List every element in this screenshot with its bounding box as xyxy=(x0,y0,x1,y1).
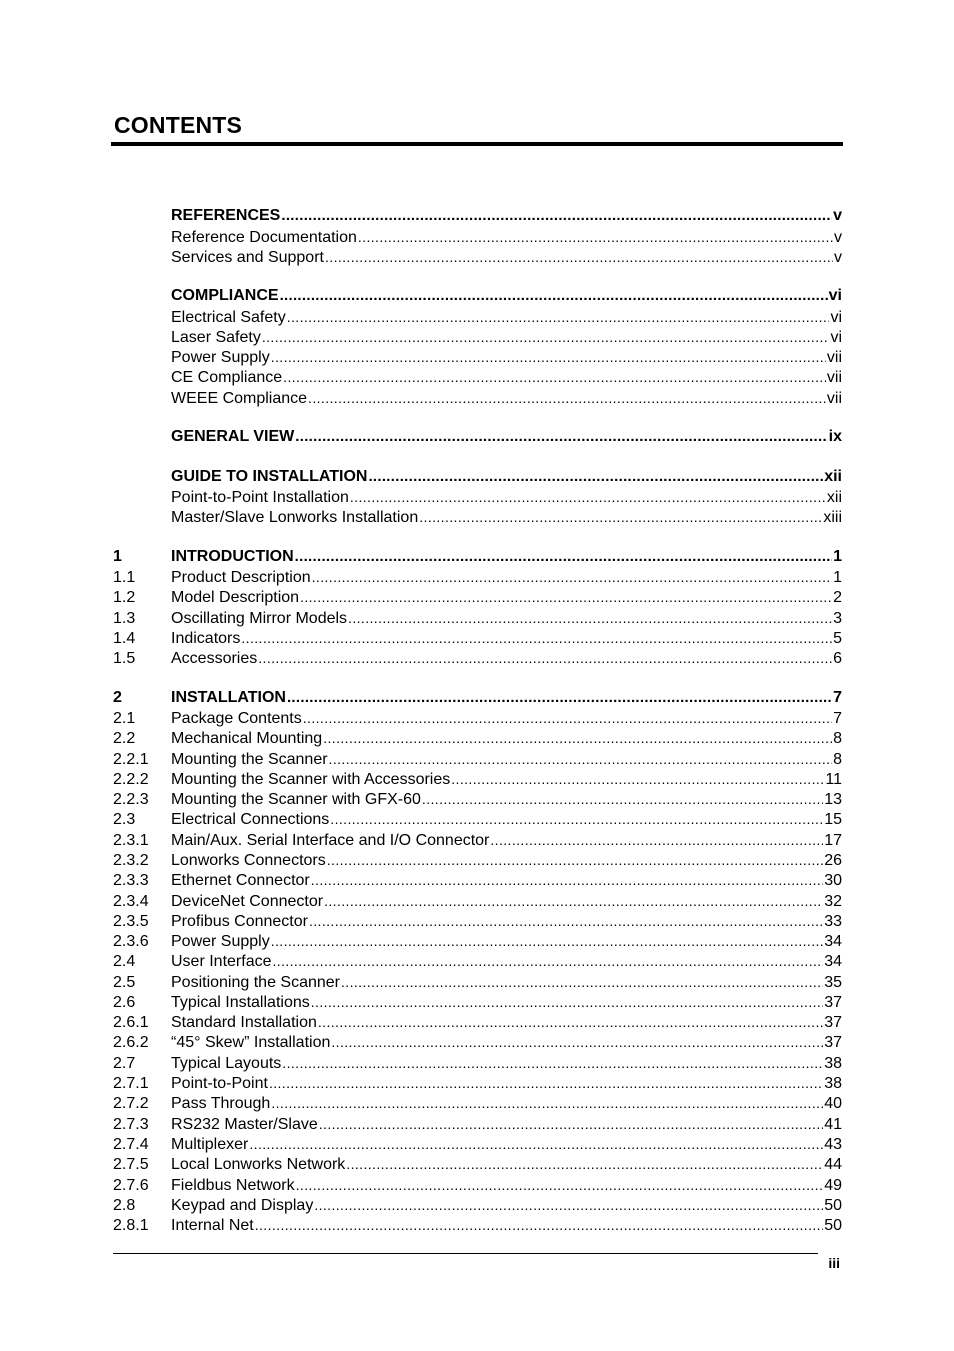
dot-leader xyxy=(283,367,826,387)
toc-entry-title: CE Compliance xyxy=(171,369,283,386)
toc-entry-page: 50 xyxy=(824,1217,842,1234)
toc-entry-title: Multiplexer xyxy=(171,1136,249,1153)
toc-entry-page: 41 xyxy=(824,1116,842,1133)
toc-entry-title: Keypad and Display xyxy=(171,1197,314,1214)
dot-leader xyxy=(314,1195,823,1215)
dot-leader xyxy=(295,547,832,567)
toc-entry-title: Oscillating Mirror Models xyxy=(171,610,348,627)
toc-entry-number: 2.3.4 xyxy=(113,893,149,910)
toc-entry-title: Typical Installations xyxy=(171,994,310,1011)
toc-entry-page: 33 xyxy=(824,913,842,930)
toc-entry[interactable] xyxy=(113,547,842,567)
toc-entry[interactable] xyxy=(113,728,842,748)
toc-entry-page: 17 xyxy=(824,832,842,849)
dot-leader xyxy=(312,567,832,587)
toc-entry-title: Electrical Connections xyxy=(171,811,330,828)
toc-entry-page: 37 xyxy=(824,1034,842,1051)
toc-entry-number: 1.2 xyxy=(113,589,136,606)
toc-entry-page: 43 xyxy=(824,1136,842,1153)
toc-entry-page: vii xyxy=(826,349,842,366)
toc-entry-page: 49 xyxy=(824,1177,842,1194)
toc-entry[interactable] xyxy=(113,749,842,769)
dot-leader xyxy=(281,206,832,226)
toc-entry-page: 34 xyxy=(824,933,842,950)
dot-leader xyxy=(309,911,823,931)
footer-rule xyxy=(113,1253,818,1254)
toc-entry-title: Ethernet Connector xyxy=(171,872,310,889)
toc-entry[interactable] xyxy=(113,487,842,507)
toc-entry-title: Mounting the Scanner xyxy=(171,751,328,768)
toc-entry[interactable] xyxy=(113,891,842,911)
dot-leader xyxy=(329,749,833,769)
toc-entry[interactable] xyxy=(113,286,842,306)
toc-entry-number: 2.7.3 xyxy=(113,1116,149,1133)
toc-entry[interactable] xyxy=(113,708,842,728)
toc-entry-number: 2.2.1 xyxy=(113,751,149,768)
toc-entry-page: xiii xyxy=(823,509,842,526)
toc-entry-title: Fieldbus Network xyxy=(171,1177,295,1194)
toc-entry-number: 2.7.4 xyxy=(113,1136,149,1153)
toc-entry-title: Point-to-Point Installation xyxy=(171,489,349,506)
dot-leader xyxy=(419,507,822,527)
toc-entry-page: xii xyxy=(824,468,842,485)
toc-entry-title: Services and Support xyxy=(171,249,324,266)
dot-leader xyxy=(287,688,832,708)
toc-entry-page: 34 xyxy=(824,953,842,970)
dot-leader xyxy=(282,1053,823,1073)
toc-entry-title: INSTALLATION xyxy=(171,689,286,706)
toc-entry-page: 6 xyxy=(833,650,842,667)
toc-entry[interactable] xyxy=(113,992,842,1012)
toc-entry[interactable] xyxy=(113,206,842,226)
toc-entry-page: xii xyxy=(826,489,842,506)
dot-leader xyxy=(422,789,823,809)
dot-leader xyxy=(303,708,832,728)
toc-entry[interactable] xyxy=(113,1012,842,1032)
toc-entry-title: COMPLIANCE xyxy=(171,287,279,304)
dot-leader xyxy=(327,850,823,870)
toc-entry-page: 8 xyxy=(833,751,842,768)
toc-entry-number: 2.3.6 xyxy=(113,933,149,950)
toc-entry-title: GENERAL VIEW xyxy=(171,428,295,445)
toc-entry-page: 44 xyxy=(824,1156,842,1173)
toc-entry-number: 2.2.3 xyxy=(113,791,149,808)
toc-entry-page: 32 xyxy=(824,893,842,910)
toc-entry[interactable] xyxy=(113,467,842,487)
toc-entry-page: vi xyxy=(830,329,842,346)
dot-leader xyxy=(300,587,832,607)
toc-entry-title: INTRODUCTION xyxy=(171,548,294,565)
dot-leader xyxy=(249,1134,823,1154)
toc-entry-title: WEEE Compliance xyxy=(171,390,308,407)
toc-entry-page: 30 xyxy=(824,872,842,889)
toc-entry-page: 1 xyxy=(833,569,842,586)
toc-entry-number: 2.7.5 xyxy=(113,1156,149,1173)
toc-entry-number: 1.4 xyxy=(113,630,136,647)
toc-entry[interactable] xyxy=(113,427,842,447)
toc-entry-number: 2.7 xyxy=(113,1055,136,1072)
toc-entry[interactable] xyxy=(113,247,842,267)
toc-entry-page: vi xyxy=(828,287,842,304)
toc-entry-title: Local Lonworks Network xyxy=(171,1156,346,1173)
toc-entry[interactable] xyxy=(113,850,842,870)
toc-entry[interactable] xyxy=(113,1114,842,1134)
toc-entry[interactable] xyxy=(113,830,842,850)
toc-entry-number: 2.3.2 xyxy=(113,852,149,869)
title-underline xyxy=(111,142,843,146)
toc-entry-page: 7 xyxy=(833,710,842,727)
toc-entry-page: 37 xyxy=(824,1014,842,1031)
toc-entry[interactable] xyxy=(113,911,842,931)
toc-entry[interactable] xyxy=(113,507,842,527)
dot-leader xyxy=(325,247,833,267)
dot-leader xyxy=(258,648,832,668)
dot-leader xyxy=(490,830,823,850)
toc-entry-title: Master/Slave Lonworks Installation xyxy=(171,509,419,526)
toc-entry-title: Positioning the Scanner xyxy=(171,974,340,991)
toc-entry[interactable] xyxy=(113,1093,842,1113)
toc-entry-page: 38 xyxy=(824,1055,842,1072)
toc-entry-title: Power Supply xyxy=(171,933,270,950)
toc-entry-number: 2.5 xyxy=(113,974,136,991)
toc-entry-page: 50 xyxy=(824,1197,842,1214)
dot-leader xyxy=(331,1032,823,1052)
toc-entry-title: Electrical Safety xyxy=(171,309,286,326)
toc-entry-page: 26 xyxy=(824,852,842,869)
toc-entry[interactable] xyxy=(113,789,842,809)
toc-entry-page: ix xyxy=(828,428,842,445)
toc-entry-page: 5 xyxy=(833,630,842,647)
toc-entry-number: 1.5 xyxy=(113,650,136,667)
toc-entry-number: 1.1 xyxy=(113,569,136,586)
dot-leader xyxy=(308,388,826,408)
toc-entry-number: 2 xyxy=(113,689,122,706)
toc-entry-number: 2.8.1 xyxy=(113,1217,149,1234)
toc-entry-title: Model Description xyxy=(171,589,300,606)
toc-entry[interactable] xyxy=(113,1154,842,1174)
toc-entry-title: Profibus Connector xyxy=(171,913,308,930)
dot-leader xyxy=(451,769,824,789)
toc-entry-number: 2.6.2 xyxy=(113,1034,149,1051)
toc-entry-title: Power Supply xyxy=(171,349,270,366)
toc-entry-page: v xyxy=(834,249,842,266)
toc-entry-number: 1.3 xyxy=(113,610,136,627)
toc-entry[interactable] xyxy=(113,628,842,648)
toc-entry-number: 2.7.6 xyxy=(113,1177,149,1194)
toc-entry[interactable] xyxy=(113,1073,842,1093)
toc-entry-title: Product Description xyxy=(171,569,311,586)
toc-entry-title: Typical Layouts xyxy=(171,1055,282,1072)
toc-entry-page: v xyxy=(834,229,842,246)
dot-leader xyxy=(287,307,830,327)
toc-entry-page: 1 xyxy=(833,548,842,565)
dot-leader xyxy=(241,628,832,648)
toc-entry-number: 2.3 xyxy=(113,811,136,828)
toc-entry-number: 2.8 xyxy=(113,1197,136,1214)
toc-entry-number: 2.3.1 xyxy=(113,832,149,849)
dot-leader xyxy=(318,1012,823,1032)
toc-entry-number: 2.2.2 xyxy=(113,771,149,788)
dot-leader xyxy=(319,1114,823,1134)
toc-entry-page: 37 xyxy=(824,994,842,1011)
toc-entry-title: REFERENCES xyxy=(171,207,281,224)
toc-entry-number: 2.3.5 xyxy=(113,913,149,930)
toc-entry-number: 2.3.3 xyxy=(113,872,149,889)
dot-leader xyxy=(324,891,823,911)
toc-entry[interactable] xyxy=(113,1053,842,1073)
toc-entry[interactable] xyxy=(113,1215,842,1235)
toc-entry-number: 2.4 xyxy=(113,953,136,970)
toc-entry-title: Pass Through xyxy=(171,1095,271,1112)
dot-leader xyxy=(358,227,833,247)
dot-leader xyxy=(280,286,828,306)
toc-entry-title: Lonworks Connectors xyxy=(171,852,326,869)
dot-leader xyxy=(271,931,823,951)
page-title: CONTENTS xyxy=(114,112,243,138)
toc-entry-page: 38 xyxy=(824,1075,842,1092)
toc-entry-title: DeviceNet Connector xyxy=(171,893,324,910)
toc-entry[interactable] xyxy=(113,769,842,789)
dot-leader xyxy=(368,467,823,487)
toc-entry-page: v xyxy=(833,207,842,224)
toc-entry[interactable] xyxy=(113,347,842,367)
toc-entry-title: Main/Aux. Serial Interface and I/O Connector xyxy=(171,832,490,849)
toc-entry-title: Standard Installation xyxy=(171,1014,317,1031)
toc-entry-title: Package Contents xyxy=(171,710,302,727)
toc-entry-page: 40 xyxy=(824,1095,842,1112)
toc-entry-page: 15 xyxy=(824,811,842,828)
toc-entry[interactable] xyxy=(113,951,842,971)
dot-leader xyxy=(311,992,823,1012)
toc-entry[interactable] xyxy=(113,587,842,607)
toc-entry-title: Mounting the Scanner with GFX-60 xyxy=(171,791,421,808)
toc-entry-number: 2.2 xyxy=(113,730,136,747)
dot-leader xyxy=(272,951,823,971)
toc-entry[interactable] xyxy=(113,388,842,408)
toc-entry-page: 7 xyxy=(833,689,842,706)
toc-entry[interactable] xyxy=(113,1195,842,1215)
toc-entry-page: vi xyxy=(830,309,842,326)
toc-entry-page: 2 xyxy=(833,589,842,606)
toc-entry[interactable] xyxy=(113,1134,842,1154)
dot-leader xyxy=(311,870,823,890)
dot-leader xyxy=(262,327,830,347)
toc-entry-title: User Interface xyxy=(171,953,272,970)
toc-entry[interactable] xyxy=(113,307,842,327)
dot-leader xyxy=(271,347,826,367)
dot-leader xyxy=(350,487,826,507)
toc-entry-title: Internal Net xyxy=(171,1217,254,1234)
toc-entry-page: 13 xyxy=(824,791,842,808)
toc-entry-page: vii xyxy=(826,390,842,407)
dot-leader xyxy=(346,1154,823,1174)
toc-entry[interactable] xyxy=(113,648,842,668)
toc-entry[interactable] xyxy=(113,1175,842,1195)
toc-entry[interactable] xyxy=(113,870,842,890)
toc-entry[interactable] xyxy=(113,972,842,992)
toc-entry-title: Reference Documentation xyxy=(171,229,357,246)
toc-entry-title: “45° Skew” Installation xyxy=(171,1034,331,1051)
toc-entry[interactable] xyxy=(113,367,842,387)
toc-entry-title: GUIDE TO INSTALLATION xyxy=(171,468,368,485)
toc-entry[interactable] xyxy=(113,1032,842,1052)
toc-entry[interactable] xyxy=(113,327,842,347)
toc-entry[interactable] xyxy=(113,567,842,587)
toc-entry-number: 1 xyxy=(113,548,122,565)
toc-entry-number: 2.7.2 xyxy=(113,1095,149,1112)
toc-entry-number: 2.7.1 xyxy=(113,1075,149,1092)
toc-entry-title: Mounting the Scanner with Accessories xyxy=(171,771,451,788)
toc-entry-title: Point-to-Point xyxy=(171,1075,268,1092)
toc-entry-page: 11 xyxy=(825,771,842,788)
dot-leader xyxy=(296,1175,824,1195)
dot-leader xyxy=(341,972,823,992)
toc-entry[interactable] xyxy=(113,688,842,708)
toc-entry-title: Indicators xyxy=(171,630,241,647)
toc-entry-page: vii xyxy=(826,369,842,386)
toc-entry[interactable] xyxy=(113,809,842,829)
toc-entry-page: 3 xyxy=(833,610,842,627)
toc-entry[interactable] xyxy=(113,608,842,628)
toc-entry-number: 2.1 xyxy=(113,710,136,727)
toc-entry-page: 8 xyxy=(833,730,842,747)
toc-entry-number: 2.6 xyxy=(113,994,136,1011)
dot-leader xyxy=(330,809,823,829)
toc-entry-title: Accessories xyxy=(171,650,258,667)
toc-entry[interactable] xyxy=(113,227,842,247)
dot-leader xyxy=(323,728,832,748)
toc-entry-title: Laser Safety xyxy=(171,329,261,346)
toc-entry-title: RS232 Master/Slave xyxy=(171,1116,318,1133)
toc-entry-title: Mechanical Mounting xyxy=(171,730,323,747)
toc-entry-page: 35 xyxy=(824,974,842,991)
dot-leader xyxy=(271,1093,823,1113)
dot-leader xyxy=(269,1073,823,1093)
dot-leader xyxy=(348,608,832,628)
dot-leader xyxy=(295,427,827,447)
dot-leader xyxy=(255,1215,823,1235)
page-number: iii xyxy=(828,1255,840,1271)
toc-entry[interactable] xyxy=(113,931,842,951)
toc-entry-number: 2.6.1 xyxy=(113,1014,149,1031)
